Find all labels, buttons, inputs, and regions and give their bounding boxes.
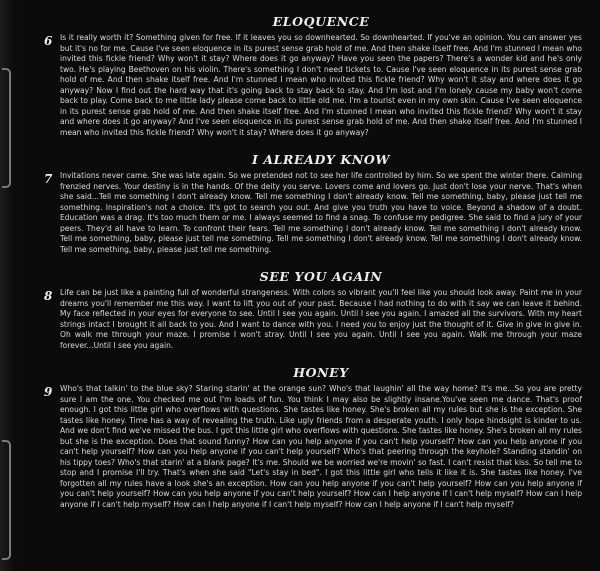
song-title: SEE YOU AGAIN bbox=[259, 269, 383, 284]
song-i-already-know bbox=[44, 152, 582, 255]
song-eloquence bbox=[44, 14, 582, 138]
lyrics-page bbox=[44, 14, 582, 510]
track-number: 6 bbox=[44, 34, 53, 48]
song-title: HONEY bbox=[293, 365, 349, 380]
song-lyrics: Who's that talkin' to the blue sky? Staring starin' at the orange sun? Who's that laughin' all the way home? It's me...So you are pretty sure I am the one. You checked me out I'm loads of fun. You think I may also be slightly insane.You've seen me dance. That's proof enough. I got this little girl who overflows with questions. She tastes like honey. She's broken all my rules but she is the exception. She tastes like honey. Time has a way of revealing the truth. Like ugly friends from a desperate youth. I only hope hindsight is kinder to us. And we don't find we've missed the bus. I got this little girl who overflows with questions. She tastes like honey. She's broken all my rules but she is the exception. Does that sound funny? How can you help anyone if you can't help yourself? How can you help anyone if you can't help yourself? How can you help anyone if you can't help yourself? Who's that peering through the keyhole? Standing standin' on his tippy toes? Who's that starin' at a blank page? It's me. Should we be worried we're movin' so fast. I can't resist that kiss. So tell me to stop and I promise I'll try. That's when she said "Let's stay in bed". I got this little girl who tells it like it is. She tastes like honey. I've forgotten all my rules have a look she's an exception. How can you help anyone if you can't help yourself? How can you help anyone if you can't help yourself? How can you help anyone if you can't help yourself? How can I help anyone if I can't help myself? How can I help anyone if I can't help myself? How can I help anyone if I can't help myself? How can I help anyone if I can't help myself? bbox=[60, 384, 582, 509]
staple bbox=[2, 440, 11, 560]
song-see-you-again bbox=[44, 269, 582, 351]
track-number: 8 bbox=[44, 289, 53, 303]
song-lyrics: Life can be just like a painting full of wonderful strangeness. With colors so vibrant you'll feel like you should look away. Paint me in your dreams you'll remember me this way. I want to lift you out of your past. Because I had nothing to do with it say we can leave it behind. My face reflected in your eyes for everyone to see. Until I see you again. Until I see you again. I amazed all the survivors. With my heart strings intact I brought it all back to you. And I want to dance with you. I need you to enjoy just the thought of it. Give in give in give in. Oh walk me through your maze. I promise I won't stray. Until I see you again. Until I see you again. Walk me through your maze forever...Until I see you again. bbox=[60, 288, 582, 350]
song-lyrics: Is it really worth it? Something given for free. If it leaves you so downhearted. So downhearted. If you've an opinion. You can answer yes but it's no for me. Cause I've seen eloquence in its purest sense grab hold of me. And then shake itself free. And I'm stunned I mean who invited this fickle friend? Why won't it stay? Where does it go anyway? Have you seen the papers? There's a wonder kid and he's only two. He's playing Beethoven on his violin. There's something I don't need tickets to. Cause I've seen eloquence in its purest sense grab hold of me. And then shake itself free. And I'm stunned I mean who invited this fickle friend? Why won't it stay and where does it go anyway? Now I find out the hard way that it's going back to stay back to stay. And I'm lost and I'm lonely cause my baby won't come back to play. Come back to me little lady please come back to little old me. I'm a tourist even in my own skin. Cause I've seen eloquence in its purest sense grab hold of me. And then shake itself free. And I'm stunned I mean who invited this fickle friend? Why won't it stay and where does it go anyway? And I've seen eloquence in its purest sense grab hold of me. And then shake itself free. And I'm stunned I mean who invited this fickle friend? Why won't it stay? Where does it go anyway? bbox=[60, 33, 582, 137]
track-number: 7 bbox=[44, 172, 53, 186]
song-title: I ALREADY KNOW bbox=[251, 152, 391, 167]
booklet-binding bbox=[0, 0, 24, 571]
song-title: ELOQUENCE bbox=[272, 14, 370, 29]
song-lyrics: Invitations never came. She was late again. So we pretended not to see her life controlled by him. So we spent the winter there. Calming frenzied nerves. Your destiny is in the hands. Of the deity you serve. Lovers come and lovers go. Just don't lose your nerve. That's when she said...Tell me something I don't already know. Tell me something I don't already know. Tell me something, baby, please just tell me something. Inspiration's not a choice. It's got to search you out. And give you truth you have to voice. Beyond a shadow of a doubt. Education was a drag. It's too much them or me. I always seemed to find a snag. To confuse my pedigree. She said to find a jury of your peers. They'd all have to learn. To confront their fears. Tell me something I don't already know. Tell me something I don't already know. Tell me something, baby, please just tell me something. Tell me something I don't already know. Tell me something I don't already know. Tell me something, baby, please just tell me something. bbox=[60, 171, 582, 254]
track-number: 9 bbox=[44, 385, 53, 399]
song-honey bbox=[44, 365, 582, 510]
staple bbox=[2, 68, 11, 188]
